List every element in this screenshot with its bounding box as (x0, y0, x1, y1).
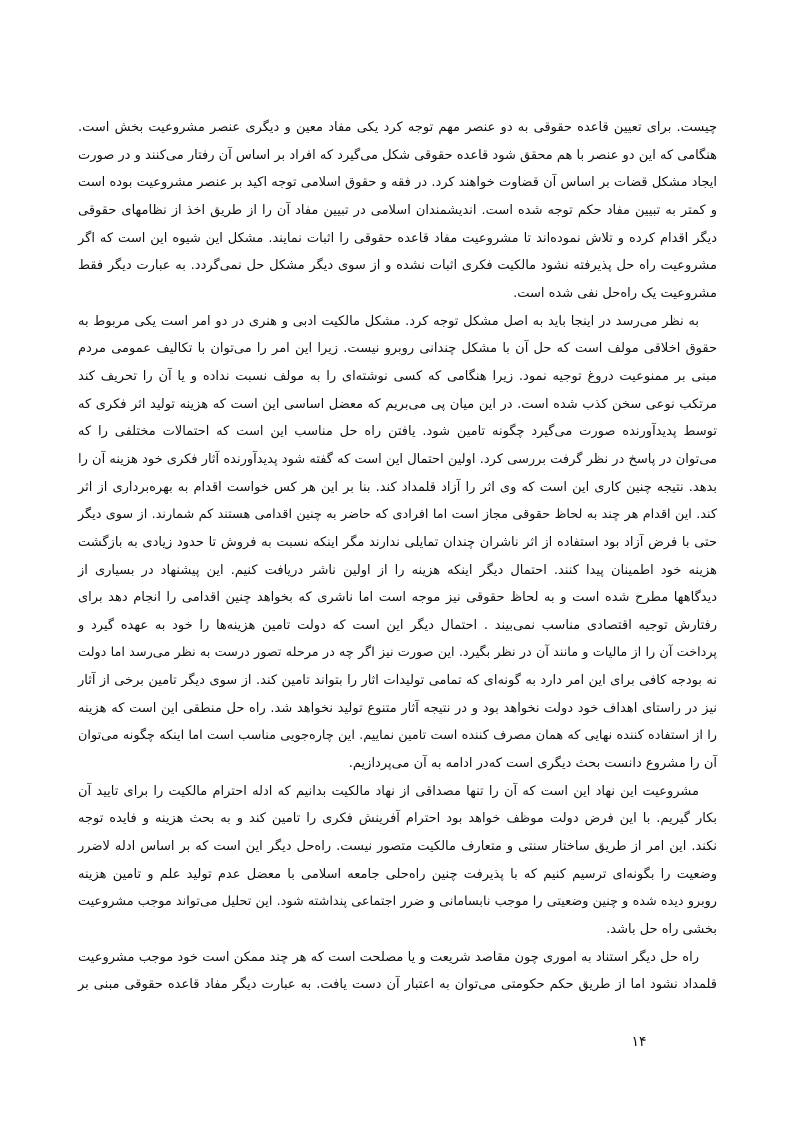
text-line: نیز در راستای اهداف خود دولت نخواهد بود و در نتیجه آثار متنوع تولید نخواهد شد. راه حل منطقی این است که هزینه (78, 700, 717, 716)
text-line: مشروعیت یک راه‌حل نفی شده است. (513, 285, 717, 301)
text-line: رفتارش توجیه اقتصادی مناسب نمی‌بیند . احتمال دیگر این است که دولت تامین هزینه‌ها را خود به عهده گیرد و (78, 617, 717, 633)
text-line: هزینه خود اطمینان پیدا کنند. احتمال دیگر اینکه هزینه را از اولین ناشر دریافت کنیم. این پیشنهاد در بسیاری از (78, 562, 717, 578)
text-line: بکار گیریم. با این فرض دولت موظف خواهد بود احترام آفرینش فکری را تامین کند و به بحث هزینه و فایده توجه (78, 811, 717, 827)
text-line: بخشی راه حل باشد. (606, 922, 717, 938)
text-line: و کمتر به تبیین مفاد حکم توجه شده است. اندیشمندان اسلامی در تبیین مفاد آن را از طریق اخذ از نظامهای حقوقی (78, 202, 717, 218)
page-number: ۱۴ (631, 1034, 647, 1050)
text-line: مبنی بر ممنوعیت دروغ توجیه نمود. زیرا هنگامی که کسی نوشته‌ای را به مولف نسبت نداده و یا آن را تحریف کند (78, 368, 717, 384)
text-line: دیگر اقدام کرده و تلاش نموده‌اند تا مشروعیت مفاد قاعده حقوقی را اثبات نمایند. مشکل این شیوه این است که اگر (78, 230, 717, 246)
text-line: روبرو دیده شده و چنین وضعیتی را موجب نابسامانی و ضرر اجتماعی پنداشته شود. این تحلیل می‌تواند موجب مشروعیت (78, 894, 717, 910)
text-line: وضعیت را بگونه‌ای ترسیم کنیم که با پذیرفت چنین راه‌حلی جامعه اسلامی با معضل عدم تولید علم و تامین هزینه (78, 866, 717, 882)
text-line: هنگامی که این دو عنصر با هم محقق شود قاعده حقوقی شکل می‌گیرد که افراد بر اساس آن رفتار می‌کنند و در صورت (78, 147, 717, 163)
paragraph (78, 308, 717, 778)
paragraph (78, 114, 717, 308)
text-line: دیدگاهها مطرح شده است و به لحاظ حقوقی نیز موجه است اما ناشری که بخواهد چنین اقدامی را انجام دهد برای (78, 590, 717, 606)
text-line: راه حل دیگر استناد به اموری چون مقاصد شریعت و یا مصلحت است که هر چند ممکن است خود موجب مشروعیت (78, 949, 699, 965)
text-line: مشروعیت این نهاد این است که آن را تنها مصداقی از نهاد مالکیت بدانیم که ادله احترام مالکیت را برای تایید آن (78, 783, 699, 799)
text-line: پرداخت آن را از مالیات و مانند آن در نظر بگیرد. این صورت نیز اگر چه در مرحله تصور درست به نظر می‌رسد اما دولت (78, 645, 717, 661)
text-line: به نظر می‌رسد در اینجا باید به اصل مشکل توجه کرد. مشکل مالکیت ادبی و هنری در دو امر است یکی مربوط به (78, 313, 699, 329)
text-line: مشروعیت راه حل پذیرفته نشود مالکیت فکری اثبات نشده و از سوی دیگر مشکل حل نمی‌گردد. به عبارت دیگر فقط (78, 258, 717, 274)
text-line: بدهد. نتیجه چنین کاری این است که وی اثر را آزاد قلمداد کند. بنا بر این هر کس خواست اقدام به بهره‌برداری از اثر (78, 479, 717, 495)
text-line: نه بودجه کافی برای این امر دارد به گونه‌ای که تمامی تولیدات اثار را بتواند تامین کند. از سوی دیگر تامین برخی از آثار (78, 673, 717, 689)
text-line: توسط پدیدآورنده صورت می‌گیرد چگونه تامین شود. یافتن راه حل مناسب این است که احتمالات مختلفی را که (78, 424, 717, 440)
body-text (78, 114, 717, 999)
paragraph (78, 778, 717, 944)
text-line: چیست. برای تعیین قاعده حقوقی به دو عنصر مهم توجه کرد یکی مفاد معین و دیگری عنصر مشروعیت بخش است. (78, 120, 717, 135)
text-line: را از استفاده کننده نهایی که همان مصرف کننده است تامین نماییم. این چاره‌جویی مناسب است اما اینکه چگونه می‌توان (78, 728, 717, 744)
paragraph (78, 944, 717, 999)
text-line: آن را مشروع دانست بحث دیگری است که‌در ادامه به آن می‌پردازیم. (348, 756, 717, 772)
text-line: حتی با فرض آزاد بود استفاده از اثر ناشران چندان تمایلی ندارند مگر اینکه نسبت به فروش تا حدود زیادی به بازگشت (78, 534, 717, 550)
text-line: می‌توان در پاسخ در نظر گرفت بررسی کرد. اولین احتمال این است که گفته شود پدیدآورنده آثار فکری خود هزینه آن را (78, 451, 717, 467)
text-line: ایجاد مشکل قضات بر اساس آن قضاوت خواهند کرد. در فقه و حقوق اسلامی توجه اکید بر عنصر مشروعیت بوده است (78, 175, 717, 191)
text-line: نکند. این امر از طریق ساختار سنتی و متعارف مالکیت متصور نیست. راه‌حل دیگر این است که بر اساس ادله لاضرر (78, 839, 717, 855)
text-line: کند. این اقدام هر چند به لحاظ حقوقی مجاز است اما افرادی که حاضر به چنین اقدامی هستند کم شمارند. از سوی دیگر (78, 507, 717, 523)
text-line: قلمداد نشود اما از طریق حکم حکومتی می‌توان به اعتبار آن دست یافت. به عبارت دیگر مفاد قاعده حقوقی مبنی بر (78, 977, 717, 993)
text-line: حقوق اخلاقی مولف است که حل آن با مشکل چندانی روبرو نیست. زیرا این امر را می‌توان با تکالیف عمومی مردم (78, 341, 717, 357)
text-line: مرتکب نوعی سخن کذب شده است. در این میان پی می‌بریم که معضل اساسی این است که هزینه تولید اثر فکری که (78, 396, 717, 412)
